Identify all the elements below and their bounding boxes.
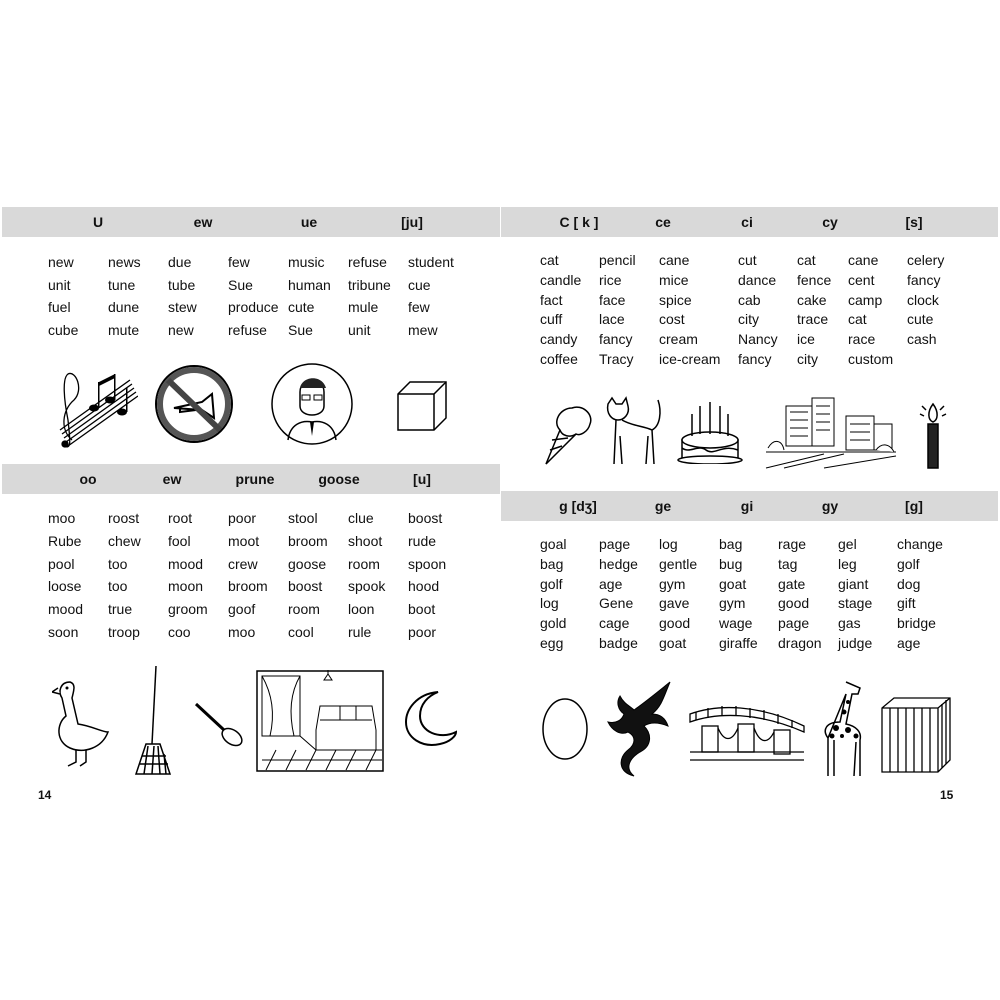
word-cell: spook: [348, 578, 386, 595]
word-cell: soon: [48, 624, 79, 640]
word-cell: shoot: [348, 532, 383, 549]
word-cell: poor: [228, 510, 257, 526]
word-cell: stew: [168, 299, 197, 316]
word-cell: city: [738, 311, 759, 328]
word-cell: gentle: [659, 555, 698, 572]
word-cell: city: [797, 351, 818, 367]
word-cell: gym: [659, 575, 686, 592]
word-cell: bag: [540, 555, 564, 572]
word-cell: cute: [907, 311, 934, 328]
word-cell: hood: [408, 578, 440, 595]
word-cell: giraffe: [719, 635, 758, 651]
word-cell: celery: [907, 252, 945, 268]
giraffe-icon: [816, 678, 868, 780]
word-cell: cube: [48, 322, 79, 339]
word-cell: rude: [408, 532, 437, 549]
word-cell: boost: [408, 510, 443, 526]
word-cell: cue: [408, 276, 431, 293]
word-cell: gift: [897, 595, 916, 612]
header-u: U: [92, 214, 104, 230]
room-icon: [256, 670, 384, 772]
word-cell: fool: [168, 532, 191, 549]
word-cell: fancy: [907, 271, 941, 288]
word-cell: Tracy: [599, 351, 634, 367]
word-cell: cab: [738, 291, 761, 308]
word-cell: cake: [797, 291, 827, 308]
word-cell: rule: [348, 624, 372, 640]
word-cell: gate: [778, 575, 806, 592]
word-cell: crew: [228, 555, 258, 572]
word-cell: bridge: [897, 615, 936, 632]
word-cell: cat: [540, 252, 559, 268]
word-cell: bug: [719, 555, 743, 572]
word-cell: cane: [659, 252, 690, 268]
word-cell: mute: [108, 322, 140, 339]
word-cell: race: [848, 331, 876, 348]
word-cell: coo: [168, 624, 191, 640]
word-cell: gel: [838, 536, 857, 552]
word-cell: cream: [659, 331, 698, 348]
word-cell: judge: [838, 635, 873, 651]
goose-icon: [52, 676, 114, 768]
word-cell: age: [897, 635, 921, 651]
word-cell: mice: [659, 271, 689, 288]
header-g-sound: [g]: [905, 498, 923, 514]
word-cell: tube: [168, 276, 196, 293]
cube-icon: [394, 378, 450, 434]
header-band-g: [501, 491, 998, 521]
header-goose: goose: [318, 471, 360, 487]
word-cell: cent: [848, 271, 875, 288]
word-cell: chew: [108, 532, 141, 549]
word-cell: goat: [719, 575, 747, 592]
word-cell: room: [288, 601, 320, 618]
word-cell: loose: [48, 578, 82, 595]
header-u-sound: [u]: [413, 471, 431, 487]
word-cell: music: [288, 254, 325, 270]
word-cell: goof: [228, 601, 256, 618]
word-cell: cut: [738, 252, 757, 268]
word-cell: tag: [778, 555, 798, 572]
word-cell: new: [168, 322, 194, 339]
word-cell: dune: [108, 299, 140, 316]
word-cell: broom: [228, 578, 268, 595]
word-cell: due: [168, 254, 192, 270]
word-cell: fuel: [48, 299, 71, 316]
ice-cream-icon: [542, 400, 598, 466]
word-cell: human: [288, 276, 331, 293]
word-cell: tune: [108, 276, 136, 293]
word-cell: fence: [797, 271, 832, 288]
word-cell: candle: [540, 271, 582, 288]
word-cell: cuff: [540, 311, 563, 328]
word-cell: gave: [659, 595, 690, 612]
word-cell: student: [408, 254, 454, 270]
word-cell: age: [599, 575, 623, 592]
cake-icon: [676, 400, 744, 464]
header-ew-2: ew: [162, 471, 182, 487]
word-cell: goose: [288, 555, 327, 572]
word-cell: change: [897, 536, 943, 552]
word-cell: rice: [599, 271, 622, 288]
word-cell: giant: [838, 575, 869, 592]
word-cell: cool: [288, 624, 314, 640]
word-cell: root: [168, 510, 193, 526]
header-gi: gi: [740, 498, 754, 514]
header-band-oo: [2, 464, 500, 494]
word-cell: news: [108, 254, 141, 270]
word-cell: dance: [738, 271, 777, 288]
word-cell: hedge: [599, 555, 638, 572]
page-number-left: 14: [38, 788, 52, 802]
word-cell: cage: [599, 615, 630, 632]
dragon-icon: [604, 680, 672, 780]
word-cell: moo: [228, 624, 256, 640]
word-cell: Rube: [48, 532, 82, 549]
word-cell: poor: [408, 624, 437, 640]
word-cell: badge: [599, 635, 638, 651]
word-cell: tribune: [348, 276, 391, 293]
word-cell: new: [48, 254, 74, 270]
word-cell: too: [108, 555, 128, 572]
header-g-dz: g [dʒ]: [559, 498, 597, 514]
word-cell: goal: [540, 536, 567, 552]
word-cell: stage: [838, 595, 873, 612]
man-portrait-icon: [270, 362, 354, 446]
word-cell: ice: [797, 331, 815, 348]
word-cell: golf: [540, 575, 563, 592]
header-band-c: [501, 207, 998, 237]
header-band-u: [2, 207, 500, 237]
word-cell: produce: [228, 299, 279, 316]
page-number-right: 15: [940, 788, 954, 802]
header-s: [s]: [905, 214, 923, 230]
header-ci: ci: [741, 214, 753, 230]
word-cell: pool: [48, 555, 75, 572]
word-cell: refuse: [348, 254, 387, 270]
word-cell: good: [659, 615, 691, 632]
word-cell: fact: [540, 291, 563, 308]
no-trumpet-icon: [152, 362, 236, 446]
word-cell: candy: [540, 331, 578, 348]
word-cell: groom: [168, 601, 208, 618]
word-cell: dog: [897, 575, 921, 592]
word-cell: unit: [348, 322, 371, 339]
word-cell: moon: [168, 578, 204, 595]
egg-icon: [540, 696, 590, 762]
header-cy: cy: [822, 214, 838, 230]
broom-icon: [134, 664, 174, 776]
word-cell: cane: [848, 252, 879, 268]
word-cell: mood: [168, 555, 204, 572]
word-cell: clock: [907, 291, 939, 308]
word-cell: log: [659, 536, 678, 552]
word-cell: boot: [408, 601, 436, 618]
word-cell: true: [108, 601, 133, 618]
word-cell: golf: [897, 555, 920, 572]
moon-icon: [400, 688, 458, 750]
word-cell: moot: [228, 532, 260, 549]
word-cell: leg: [838, 555, 857, 572]
word-cell: refuse: [228, 322, 267, 339]
word-cell: Sue: [228, 276, 253, 293]
word-cell: spoon: [408, 555, 447, 572]
word-cell: camp: [848, 291, 883, 308]
word-cell: custom: [848, 351, 894, 367]
music-notes-icon: [50, 360, 138, 450]
word-cell: page: [599, 536, 631, 552]
word-cell: loon: [348, 601, 375, 618]
word-cell: Gene: [599, 595, 634, 612]
word-cell: cat: [848, 311, 867, 328]
word-cell: gym: [719, 595, 746, 612]
word-cell: gas: [838, 615, 861, 632]
header-ce: ce: [655, 214, 671, 230]
word-cell: gold: [540, 615, 567, 632]
word-cell: broom: [288, 532, 328, 549]
word-cell: fancy: [738, 351, 772, 367]
word-cell: few: [228, 254, 250, 270]
cat-icon: [604, 396, 668, 468]
word-cell: goat: [659, 635, 687, 651]
word-cell: coffee: [540, 351, 578, 367]
word-cell: rage: [778, 536, 807, 552]
header-prune: prune: [235, 471, 275, 487]
header-ew: ew: [193, 214, 213, 230]
word-cell: mule: [348, 299, 379, 316]
word-cell: moo: [48, 510, 76, 526]
word-cell: cost: [659, 311, 685, 328]
word-cell: boost: [288, 578, 323, 595]
header-ju: [ju]: [401, 214, 423, 230]
candle-icon: [916, 400, 950, 472]
word-cell: Sue: [288, 322, 313, 339]
word-cell: face: [599, 291, 626, 308]
word-cell: mood: [48, 601, 84, 618]
city-icon: [764, 394, 898, 470]
word-cell: room: [348, 555, 380, 572]
word-cell: fancy: [599, 331, 633, 348]
word-cell: lace: [599, 311, 625, 328]
header-gy: gy: [821, 498, 839, 514]
header-ge: ge: [654, 498, 672, 514]
bridge-icon: [688, 700, 806, 762]
word-cell: clue: [348, 510, 374, 526]
word-cell: dragon: [778, 635, 822, 651]
word-cell: good: [778, 595, 810, 612]
word-cell: bag: [719, 536, 743, 552]
header-oo: oo: [79, 471, 97, 487]
word-cell: unit: [48, 276, 71, 293]
header-ue: ue: [300, 214, 318, 230]
word-cell: spice: [659, 291, 692, 308]
word-cell: troop: [108, 624, 140, 640]
word-cell: too: [108, 578, 128, 595]
word-cell: pencil: [599, 252, 636, 268]
spoon-icon: [192, 700, 246, 748]
word-cell: mew: [408, 322, 438, 339]
word-cell: cat: [797, 252, 816, 268]
cage-icon: [878, 696, 952, 774]
word-cell: cash: [907, 331, 937, 348]
word-cell: trace: [797, 311, 829, 328]
word-cell: page: [778, 615, 810, 632]
word-cell: Nancy: [738, 331, 778, 348]
word-cell: ice-cream: [659, 351, 721, 367]
word-cell: cute: [288, 299, 315, 316]
word-cell: log: [540, 595, 559, 612]
header-c: C [ k ]: [559, 214, 599, 230]
word-cell: egg: [540, 635, 564, 651]
word-cell: few: [408, 299, 430, 316]
word-cell: wage: [719, 615, 753, 632]
word-cell: stool: [288, 510, 318, 526]
word-cell: roost: [108, 510, 140, 526]
